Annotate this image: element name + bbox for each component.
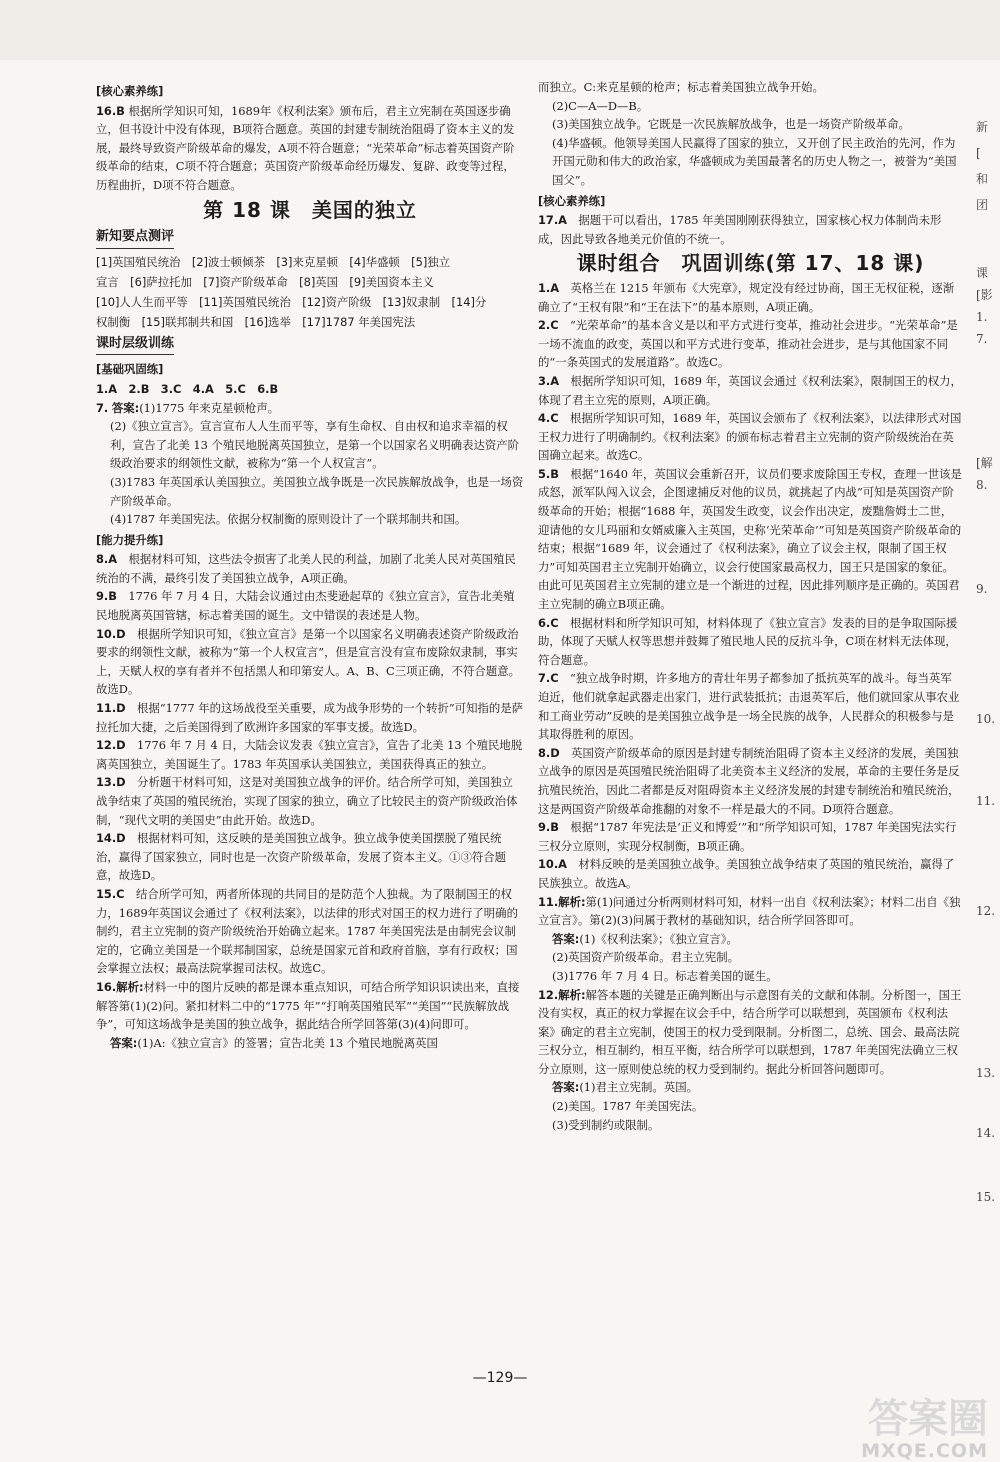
question-item — [538, 279, 963, 316]
question-text: 分析题干材料可知，这是对美国独立战争的评价。结合所学可知，美国独立战争结束了英国的殖民统治，实现了国家的独立，确立了比较民主的资产阶级政治体制，“现代文明的美国史”由此开始。故选D。 — [96, 775, 518, 827]
answer-line — [552, 1078, 963, 1097]
question-item — [538, 465, 963, 614]
question-number: 11.D — [96, 701, 126, 716]
question-text: 根据材料可知，这些法令损害了北美人民的利益，加剧了北美人民对英国殖民统治的不满，最终引发了美国独立战争，A项正确。 — [96, 552, 516, 585]
question-number: 7. — [96, 400, 109, 415]
question-text: 根据“1777 年的这场战役至关重要，成为战争形势的一个转折”可知指的是萨拉托加大捷，之后美国得到了欧洲许多国家的军事支援。故选D。 — [96, 701, 524, 734]
answer-text: (3)1776 年 7 月 4 日。标志着美国的诞生。 — [552, 968, 778, 983]
question-number: 10.D — [96, 626, 126, 641]
answer-text: (4)1787 年美国宪法。依据分权制衡的原则设计了一个联邦制共和国。 — [110, 512, 467, 527]
left-column — [96, 80, 524, 1052]
question-text: 材料反映的是美国独立战争。美国独立战争结束了英国的殖民统治，赢得了民族独立。故选A。 — [538, 857, 955, 890]
question-number: 9.B — [538, 820, 559, 835]
watermark-text: 答案圈 — [868, 1396, 988, 1442]
section-label: [能力提升练] — [96, 532, 164, 547]
answer-text: (2)美国。1787 年美国宪法。 — [552, 1099, 704, 1114]
mc-answer-line: 1.A 2.B 3.C 4.A 5.C 6.B — [96, 381, 279, 396]
next-page-edge — [970, 118, 1000, 1418]
edge-fragment: 和 — [976, 172, 989, 186]
question-number: 16.解析: — [96, 979, 144, 994]
section-label: [核心素养练] — [96, 84, 164, 98]
question-text: 第(1)问通过分析两则材料可知，材料一出自《权利法案》；材料二出自《独立宣言》。第(2)(3)问属于教材的基础知识，结合所学回答即可。 — [538, 894, 961, 928]
question-text: 1776 年 7 月 4 日，大陆会议发表《独立宣言》，宣告了北美 13 个殖民地脱离英国独立，美国诞生了。1783 年英国承认美国独立，美国获得真正的独立。 — [96, 738, 523, 771]
tier-header: 课时层级训练 — [96, 335, 174, 356]
lesson-title: 第 18 课 美国的独立 — [203, 197, 417, 222]
question-text: 根据所学知识可知，1689 年，英国议会通过《权利法案》，限制国王的权力，体现了君主立宪的原则，A项正确。 — [538, 373, 962, 407]
question-number: 17.A — [538, 213, 567, 228]
kp-line: 权制衡 [15]联邦制共和国 [16]选举 [17]1787 年美国宪法 — [96, 314, 416, 329]
edge-fragment: 14. — [976, 1126, 996, 1140]
question-text: 根据材料可知，这反映的是美国独立战争。独立战争使美国摆脱了殖民统治，赢得了国家独立，同时也是一次资产阶级革命，发展了资本主义。①③符合题意，故选D。 — [96, 831, 507, 883]
edge-fragment: 7. — [976, 332, 988, 346]
question-text: 根据材料和所学知识可知，材料体现了《独立宣言》发表的目的是争取国际援助，体现了天赋人权等思想并鼓舞了殖民地人民的反抗斗争，C项在材料无法体现，符合题意。 — [538, 615, 958, 667]
question-item — [538, 855, 963, 892]
question-text: 根据所学知识可知，1689年《权利法案》颁布后，君主立宪制在英国逐步确立，但书设计中没有体现，B项符合题意。英国的封建专制统治阻碍了资本主义的发展，最终导致资产阶级革命的爆发，A项不符合题意；“光荣革命”标志着英国资产阶级革命的结束，C项不符合题意；英国资产阶级革命经历爆发、复辟、政变等过程，历程曲折，D项不符合题意。 — [96, 103, 515, 192]
answer-text: (3)1783 年英国承认美国独立。美国独立战争既是一次民族解放战争，也是一场资产阶级革命。 — [110, 474, 524, 508]
question-number: 11.解析: — [538, 894, 586, 909]
question-text: 结合所学可知，两者所体现的共同目的是防范个人独裁。为了限制国王的权力，1689年英国议会通过了《权利法案》，以法律的形式对国王的权力进行了明确的制约，君主立宪制的资产阶级统治开始确立起来。1787 年美国宪法是由制宪会议制定的，它确立美国是一个联邦制国家，总统是国家元首和政府首脑，享有行政权；国会掌握立法权；最高法院掌握司法权。故选C。 — [96, 886, 518, 976]
edge-fragment: [解 — [976, 456, 993, 470]
edge-fragment: 10. — [976, 712, 996, 726]
answer-label: 答案: — [111, 400, 140, 415]
question-number: 8.D — [538, 745, 560, 760]
page-number: —129— — [472, 1370, 528, 1386]
question-12 — [538, 986, 963, 1079]
edge-fragment: 12. — [976, 904, 996, 918]
question-number: 2.C — [538, 318, 559, 333]
edge-fragment: 15. — [976, 1190, 996, 1204]
answer-line — [552, 930, 963, 949]
question-text: 材料一中的图片反映的都是课本重点知识，可结合所学知识识读出来，直接解答第(1)(2)问。紧扣材料二中的“1775 年”“打响英国殖民军”“美国”“民族解放战争”，可知这场战争是美国的独立战争，据此结合所学回答第(3)(4)问即可。 — [96, 979, 520, 1032]
kp-header: 新知要点测评 — [96, 228, 174, 249]
question-item — [538, 409, 963, 465]
edge-fragment: 8. — [976, 478, 988, 492]
section-label: [核心素养练] — [538, 193, 606, 208]
question-17 — [538, 211, 963, 248]
question-item — [538, 669, 963, 743]
question-text: 根据所学知识可知，1689 年，英国议会颁布了《权利法案》，以法律形式对国王权力进行了明确制约。《权利法案》的颁布标志着君主立宪制的资产阶级统治在英国确立起来。故选C。 — [538, 411, 962, 463]
question-item — [538, 818, 963, 855]
answer-text: (1)A:《独立宣言》的签署；宣告北美 13 个殖民地脱离英国 — [137, 1035, 438, 1050]
question-item — [538, 614, 963, 670]
answer-label: 答案: — [552, 931, 580, 946]
question-number: 7.C — [538, 671, 559, 686]
question-text: 英格兰在 1215 年颁布《大宪章》，规定没有经过协商，国王无权征税，逐渐确立了“王权有限”和“王在法下”的基本原则，A项正确。 — [538, 280, 955, 314]
edge-fragment: 9. — [976, 582, 988, 596]
question-text: 1776 年 7 月 4 日，大陆会议通过由杰斐逊起草的《独立宣言》，宣告北美殖民地脱离英国管辖，标志着美国的诞生。文中错误的表述是人物。 — [96, 589, 515, 623]
question-number: 10.A — [538, 857, 567, 872]
question-item — [538, 744, 963, 818]
answer-label: 答案: — [110, 1035, 138, 1050]
edge-fragment: [影 — [976, 288, 993, 302]
question-number: 1.A — [538, 280, 560, 295]
question-item — [96, 885, 524, 978]
kp-line: 宣言 [6]萨拉托加 [7]资产阶级革命 [8]英国 [9]美国资本主义 — [96, 274, 434, 289]
right-column — [538, 78, 963, 1134]
edge-fragment: [ — [976, 146, 981, 160]
answer-text: (1)1775 年来克星顿枪声。 — [139, 400, 280, 415]
question-text: “独立战争时期，许多地方的青壮年男子都参加了抵抗英军的战斗。每当英军迫近，他们就拿起武器走出家门，进行武装抵抗；击退英军后，他们就回家从事农业和工商业劳动”反映的是美国独立战争是一场全民族的战争，人民群众的积极参与是其取得胜利的原因。 — [538, 671, 960, 742]
answer-text: (3)受到制约或限制。 — [552, 1117, 660, 1132]
question-number: 13.D — [96, 775, 126, 790]
edge-fragment: 新 — [976, 120, 989, 134]
combo-title: 课时组合 巩固训练(第 17、18 课) — [576, 251, 925, 276]
watermark-logo — [861, 1398, 988, 1462]
edge-fragment: 1. — [976, 310, 988, 324]
continued-line: 而独立。C:来克星顿的枪声；标志着美国独立战争开始。 — [538, 80, 824, 94]
question-7 — [96, 399, 524, 418]
edge-fragment: 11. — [976, 794, 996, 808]
question-item — [96, 736, 524, 773]
mc-answers — [96, 380, 524, 399]
kp-line: [10]人人生而平等 [11]英国殖民统治 [12]资产阶级 [13]奴隶制 [14]分 — [96, 294, 487, 309]
question-number: 15.C — [96, 886, 125, 901]
question-item — [96, 625, 524, 699]
question-item — [96, 829, 524, 885]
edge-fragment: 13. — [976, 1066, 996, 1080]
question-item — [538, 893, 963, 930]
continued-line: (2)C—A—D—B。 — [552, 98, 649, 113]
answer-text: (1)君主立宪制。英国。 — [579, 1080, 698, 1095]
question-text: 英国资产阶级革命的原因是封建专制统治阻碍了资本主义经济的发展，美国独立战争的原因是英国殖民统治阻碍了北美资本主义经济的发展，革命的主要任务是反抗殖民统治，因此二者都是反对阻碍资本主义经济发展的封建专制统治和殖民统治，这是两国资产阶级革命推翻的对象不一样是最大的不同。D项符合题意。 — [538, 745, 960, 816]
question-item — [96, 550, 524, 587]
question-text: 解答本题的关键是正确判断出与示意图有关的文献和体制。分析图一，国王没有实权，真正的权力掌握在议会手中，结合所学可以联想到，英国颁布《权利法案》确定的君主立宪制，使国王的权力受到限制。分析图二，总统、国会、最高法院三权分立，相互制约，相互平衡，结合所学可以联想到，1787 年美国宪法确立三权分立原则，这一原则使总统的权力受到制约。据此分析回答问题即可。 — [538, 987, 962, 1076]
question-text: 据题干可以看出，1785 年美国刚刚获得独立，国家核心权力体制尚未形成，因此导致各地美元价值的不统一。 — [538, 213, 942, 246]
question-item — [96, 773, 524, 829]
question-number: 9.B — [96, 589, 117, 604]
question-item — [96, 978, 524, 1034]
edge-fragment: 课 — [976, 266, 989, 280]
question-item — [96, 587, 524, 624]
answer-text: (1)《权利法案》；《独立宣言》。 — [579, 931, 738, 946]
question-number: 3.A — [538, 373, 560, 388]
answer-text: (2)《独立宣言》。宣言宣布人人生而平等，享有生命权、自由权和追求幸福的权利，宣告了北美 13 个殖民地脱离英国独立，是第一个以国家名义明确表达资产阶级政治要求的纲领性文献，被称为“第一个人权宣言”。 — [110, 419, 520, 471]
question-number: 4.C — [538, 411, 559, 426]
question-text: 根据“1640 年，英国议会重新召开，议员们要求废除国王专权，查理一世该是成怒，派军队闯入议会，企图逮捕反对他的议员，就挑起了内战”可知是英国资产阶级革命的开始；根据“1688 年，英国发生政变，议会作出决定，废黜詹姆士二世，迎请他的女儿玛丽和女婿威廉入主英国，史称‘光荣革命’”可知是英国资产阶级革命的结束；根据“1689 年，议会通过了《权利法案》，确立了议会主权，限制了国王权力”可知英国君主立宪制开始确立，议会行使国家最高权力，国王只是国家的象征。由此可见英国君主立宪制的建立是一个渐进的过程，因此排列顺序是正确的。英国君主立宪制的确立B项正确。 — [538, 466, 962, 612]
answer-label: 答案: — [552, 1080, 580, 1095]
continued-line: (4)华盛顿。他领导美国人民赢得了国家的独立，又开创了民主政治的先河，作为开国元勋和伟大的政治家，华盛顿成为美国最著名的历史人物之一，被誉为“美国国父”。 — [552, 135, 957, 187]
question-item — [96, 699, 524, 736]
question-text: “光荣革命”的基本含义是以和平方式进行变革，推动社会进步。“光荣革命”是一场不流血的政变，英国以和平方式进行变革，推动社会进步，是与其他国家不同的“一条英国式的发展道路”。故选C。 — [538, 318, 958, 370]
kp-list — [96, 252, 524, 332]
question-item — [538, 316, 963, 372]
question-number: 14.D — [96, 831, 126, 846]
section-label: [基础巩固练] — [96, 362, 164, 377]
answer-text: (2)英国资产阶级革命。君主立宪制。 — [552, 950, 739, 965]
question-item — [538, 372, 963, 409]
kp-line: [1]英国殖民统治 [2]波士顿倾茶 [3]来克星顿 [4]华盛顿 [5]独立 — [96, 254, 451, 269]
question-number: 16.B — [96, 103, 125, 118]
edge-fragment: 团 — [976, 198, 989, 212]
scan-top-band — [0, 0, 1000, 60]
continued-line: (3)美国独立战争。它既是一次民族解放战争，也是一场资产阶级革命。 — [552, 117, 910, 132]
question-number: 6.C — [538, 615, 559, 630]
question-text: 根据所学知识可知，《独立宣言》是第一个以国家名义明确表述资产阶级政治要求的纲领性文献，被称为“第一个人权宣言”，但是宣言没有宣布废除奴隶制，事实上，天赋人权的享有者并不包括黑人和印第安人。A、B、C三项正确，不符合题意。故选D。 — [96, 626, 520, 697]
question-number: 12.解析: — [538, 987, 586, 1002]
question-text: 根据“1787 年宪法是‘正义和博爱’”和“所学知识可知，1787 年美国宪法实行三权分立原则，实现分权制衡，B项正确。 — [538, 820, 957, 853]
answer-line — [110, 1034, 524, 1053]
watermark-url: MXQE.COM — [861, 1440, 988, 1462]
question-number: 5.B — [538, 466, 559, 481]
question-number: 12.D — [96, 738, 126, 753]
question-16 — [96, 102, 524, 195]
question-number: 8.A — [96, 552, 118, 567]
